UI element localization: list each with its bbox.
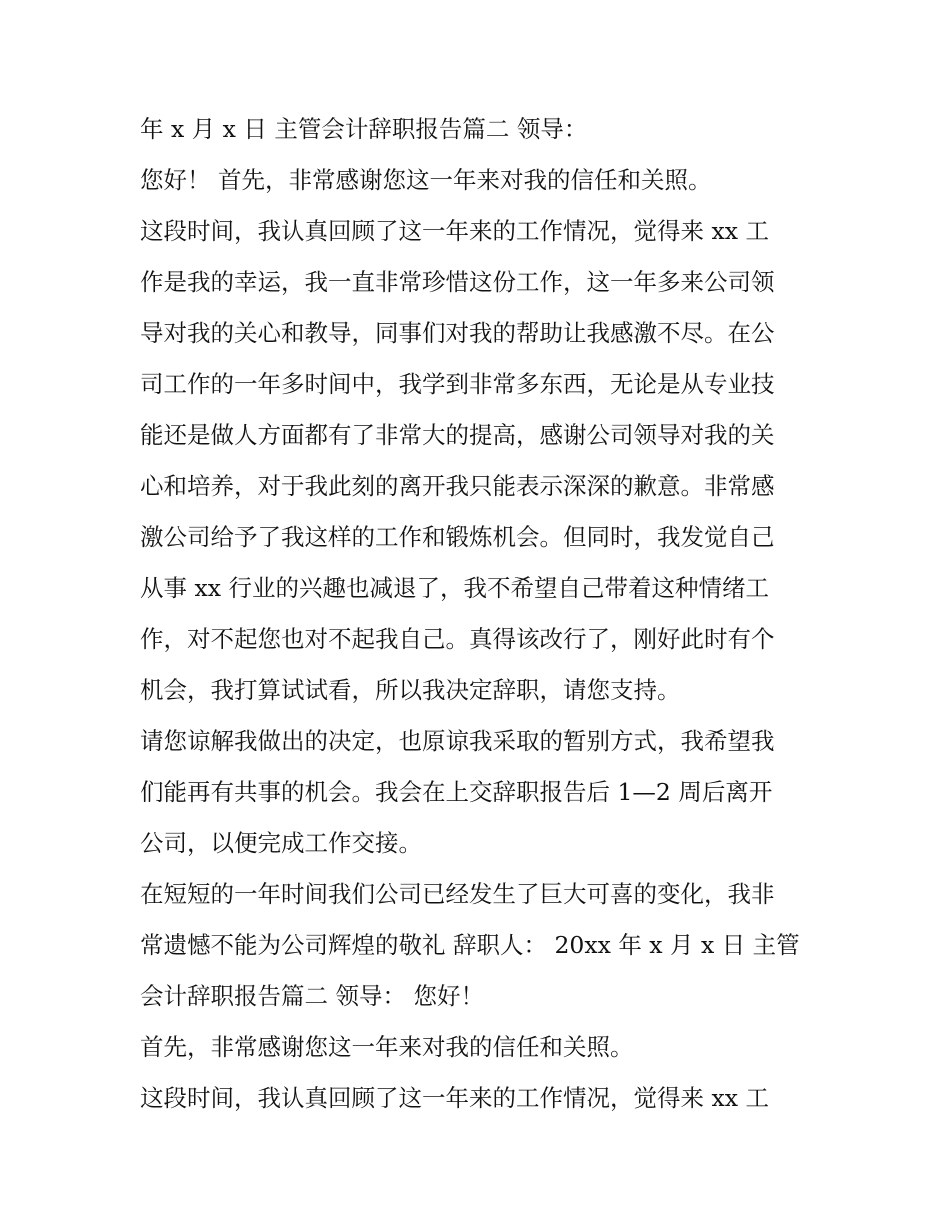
text-line: 在短短的一年时间我们公司已经发生了巨大可喜的变化，我非	[140, 880, 775, 908]
text-line: 这段时间，我认真回顾了这一年来的工作情况，觉得来 xx 工	[140, 217, 769, 245]
document-body	[140, 104, 820, 1124]
text-line: 心和培养，对于我此刻的离开我只能表示深深的歉意。非常感	[140, 472, 775, 500]
text-line: 能还是做人方面都有了非常大的提高，感谢公司领导对我的关	[140, 421, 775, 449]
text-line: 年 x 月 x 日 主管会计辞职报告篇二 领导：	[140, 115, 588, 143]
text-line: 公司，以便完成工作交接。	[140, 829, 422, 857]
text-line: 请您谅解我做出的决定，也原谅我采取的暂别方式，我希望我	[140, 727, 775, 755]
text-line: 会计辞职报告篇二 领导： 您好！	[140, 982, 484, 1010]
text-line: 首先，非常感谢您这一年来对我的信任和关照。	[140, 1033, 634, 1061]
text-line: 您好！ 首先，非常感谢您这一年来对我的信任和关照。	[140, 166, 712, 194]
text-line: 司工作的一年多时间中，我学到非常多东西，无论是从专业技	[140, 370, 775, 398]
text-line: 作，对不起您也对不起我自己。真得该改行了，刚好此时有个	[140, 625, 775, 653]
text-line: 们能再有共事的机会。我会在上交辞职报告后 1—2 周后离开	[140, 778, 773, 806]
text-line: 激公司给予了我这样的工作和锻炼机会。但同时，我发觉自己	[140, 523, 775, 551]
text-line: 作是我的幸运，我一直非常珍惜这份工作，这一年多来公司领	[140, 268, 775, 296]
text-line: 这段时间，我认真回顾了这一年来的工作情况，觉得来 xx 工	[140, 1084, 769, 1112]
text-line: 导对我的关心和教导，同事们对我的帮助让我感激不尽。在公	[140, 319, 775, 347]
text-line: 常遗憾不能为公司辉煌的敬礼 辞职人： 20xx 年 x 月 x 日 主管	[140, 931, 800, 959]
text-line: 机会，我打算试试看，所以我决定辞职，请您支持。	[140, 676, 681, 704]
text-line: 从事 xx 行业的兴趣也减退了，我不希望自己带着这种情绪工	[140, 574, 769, 602]
